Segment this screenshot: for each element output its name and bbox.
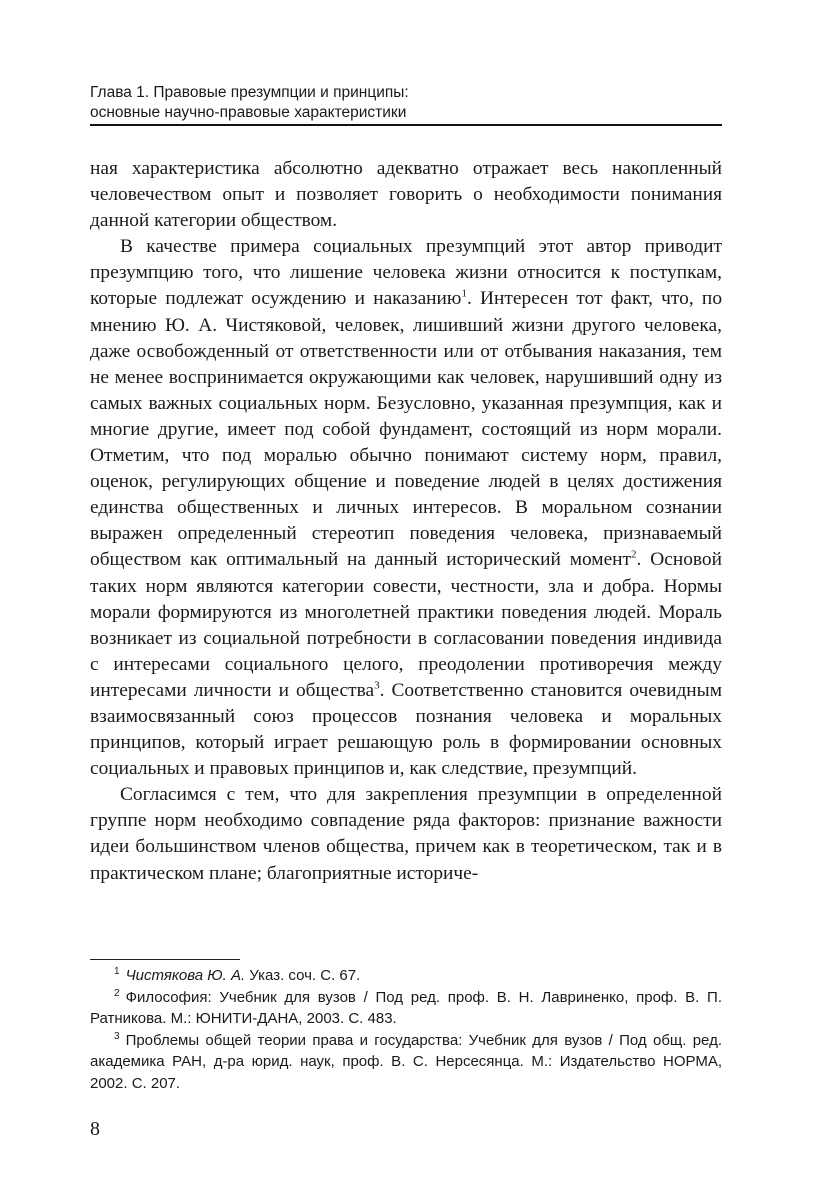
footnote-3-text: Проблемы общей теории права и государства: Учебник для вузов / Под общ. ред. академика РАН, д-ра юрид. наук, проф. В. С. Нерсесянца. М.: Издательство НОРМА, 2002. С. 207. xyxy=(90,1031,722,1092)
paragraph-2-part-b: . Интересен тот факт, что, по мнению Ю. А. Чистяковой, человек, лишивший жизни другого человека, даже освобожденный от ответственности или от отбывания наказания, тем не менее воспринимается окружающими как человек, нарушивший одну из самых важных социальных норм. Безусловно, указанная презумпция, как и многие другие, имеет под собой фундамент, состоящий из норм морали. Отметим, что под моралью обычно понимают систему норм, правил, оценок, регулирующих общение и поведение людей в целях достижения единства общественных и личных интересов. В моральном сознании выражен определенный стереотип поведения человека, признаваемый обществом как оптимальный на данный исторический момент xyxy=(90,288,723,571)
header-line-1: Глава 1. Правовые презумпции и принципы: xyxy=(90,84,409,101)
header-line-2: основные научно-правовые характеристики xyxy=(90,104,407,121)
paragraph-2 xyxy=(90,234,722,782)
paragraph-2-part-a: В качестве примера социальных презумпций этот автор приводит презумпцию того, что лишение человека жизни относится к поступкам, которые подлежат осуждению и наказанию xyxy=(90,236,722,310)
footnote-2 xyxy=(90,987,722,1030)
main-text xyxy=(90,156,722,887)
footnote-ref-1: 1 xyxy=(461,288,467,300)
footnote-1-mark: 1 xyxy=(114,966,120,977)
running-header xyxy=(90,83,722,126)
footnote-ref-2: 2 xyxy=(631,548,637,561)
paragraph-1: ная характеристика абсолютно адекватно отражает весь накопленный человечеством опыт и позволяет говорить о необходимости понимания данной категории обществом. xyxy=(90,158,722,232)
footnote-2-mark: 2 xyxy=(114,987,120,999)
paragraph-2-part-c: . Основой таких норм являются категории совести, честности, зла и добра. Нормы морали формируются из многолетней практики поведения людей. Мораль возникает из социальной потребности в согласовании поведения индивида с интересами социального целого, преодолении противоречия между интересами личности и общества xyxy=(90,549,722,701)
footnote-1-text: Указ. соч. С. 67. xyxy=(245,967,361,984)
footnote-1 xyxy=(90,965,722,987)
footnote-3 xyxy=(90,1030,722,1095)
footnote-1-author: Чистякова Ю. А. xyxy=(125,967,246,984)
page-number: 8 xyxy=(90,1118,100,1140)
footnote-3-mark: 3 xyxy=(114,1030,120,1042)
paragraph-3: Согласимся с тем, что для закрепления презумпции в определенной группе норм необходимо совпадение ряда факторов: признание важности идеи большинством членов общества, причем как в теоретическом, так и в практическом плане; благоприятные историче- xyxy=(90,784,722,884)
footnotes xyxy=(90,965,722,1094)
footnote-ref-3: 3 xyxy=(374,679,380,692)
paragraph-2-part-d: . Соответственно становится очевидным взаимосвязанный союз процессов познания человека и моральных принципов, который играет решающую роль в формировании основных социальных и правовых принципов и, как следствие, презумпций. xyxy=(90,679,722,780)
footnote-separator xyxy=(90,959,240,960)
footnote-2-text: Философия: Учебник для вузов / Под ред. проф. В. Н. Лавриненко, проф. В. П. Ратникова. М.: ЮНИТИ-ДАНА, 2003. С. 483. xyxy=(90,988,722,1027)
